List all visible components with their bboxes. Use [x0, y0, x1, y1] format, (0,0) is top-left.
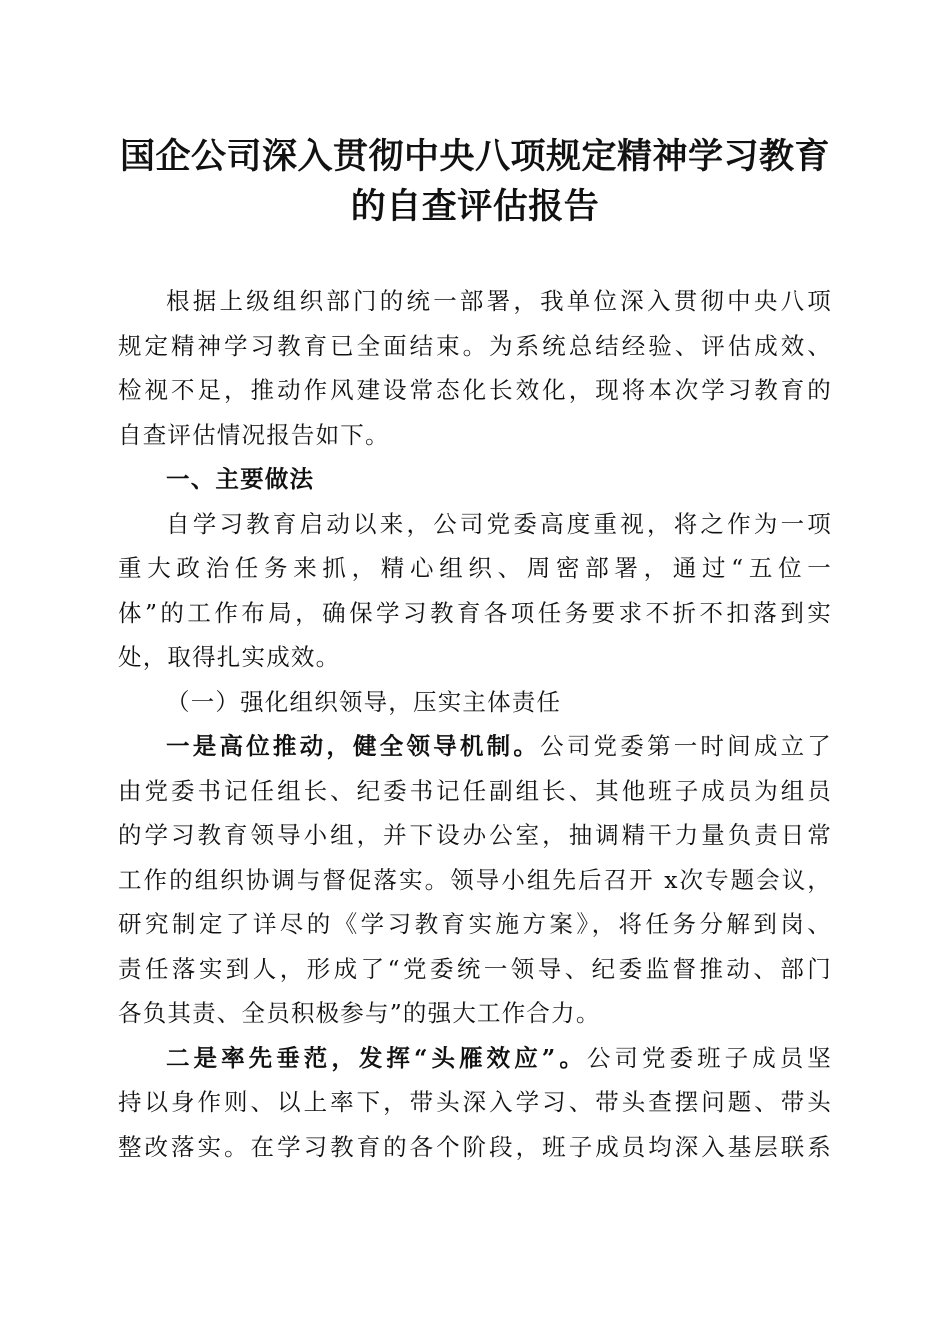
text-line: 体”的工作布局，确保学习教育各项任务要求不折不扣落到实: [118, 598, 832, 627]
text-line: 规定精神学习教育已全面结束。为系统总结经验、评估成效、: [118, 331, 832, 360]
paragraph-lead: 二是率先垂范，发挥“头雁效应”。: [166, 1043, 587, 1072]
intro-paragraph: [118, 279, 832, 457]
text-line: 自查评估情况报告如下。: [118, 420, 390, 449]
body-paragraph-1: [118, 724, 832, 1036]
text-line: 各负其责、全员积极参与”的强大工作合力。: [118, 999, 601, 1027]
text-line: 责任落实到人，形成了“党委统一领导、纪委监督推动、部门: [118, 954, 832, 983]
title-line-2: 的自查评估报告: [350, 186, 600, 227]
text-line: 处，取得扎实成效。: [118, 643, 341, 671]
text-line: 自学习教育启动以来，公司党委高度重视，将之作为一项: [166, 509, 832, 538]
document-body: [118, 279, 832, 1169]
paragraph-text: 公司党委班子成员坚: [586, 1043, 832, 1072]
text-line: 持以身作则、以上率下，带头深入学习、带头查摆问题、带头: [118, 1088, 832, 1116]
paragraph-lead: 一是高位推动，健全领导机制。: [166, 732, 541, 760]
document-title: [110, 132, 840, 232]
text-line: 工作的组织协调与督促落实。领导小组先后召开 x次专题会议，: [118, 865, 832, 894]
section-heading: 一、主要做法: [166, 465, 315, 493]
paragraph-text: 公司党委第一时间成立了: [540, 732, 832, 760]
text-line: 研究制定了详尽的《学习教育实施方案》，将任务分解到岗、: [118, 910, 832, 938]
body-paragraph-2: [118, 1036, 832, 1170]
text-line: 根据上级组织部门的统一部署，我单位深入贯彻中央八项: [166, 287, 832, 315]
text-line: 整改落实。在学习教育的各个阶段，班子成员均深入基层联系: [118, 1132, 832, 1161]
section-paragraph: [118, 502, 832, 680]
subsection-heading: （一）强化组织领导，压实主体责任: [166, 687, 562, 716]
text-line: 的学习教育领导小组，并下设办公室，抽调精干力量负责日常: [118, 821, 832, 849]
text-line: 由党委书记任组长、纪委书记任副组长、其他班子成员为组员: [118, 776, 832, 805]
text-line: 重大政治任务来抓，精心组织、周密部署，通过“五位一: [118, 554, 832, 582]
text-line: [118, 1036, 832, 1081]
title-line-1: 国企公司深入贯彻中央八项规定精神学习教育: [119, 136, 830, 177]
text-line: 检视不足，推动作风建设常态化长效化，现将本次学习教育的: [118, 376, 832, 404]
text-line: [118, 724, 832, 769]
